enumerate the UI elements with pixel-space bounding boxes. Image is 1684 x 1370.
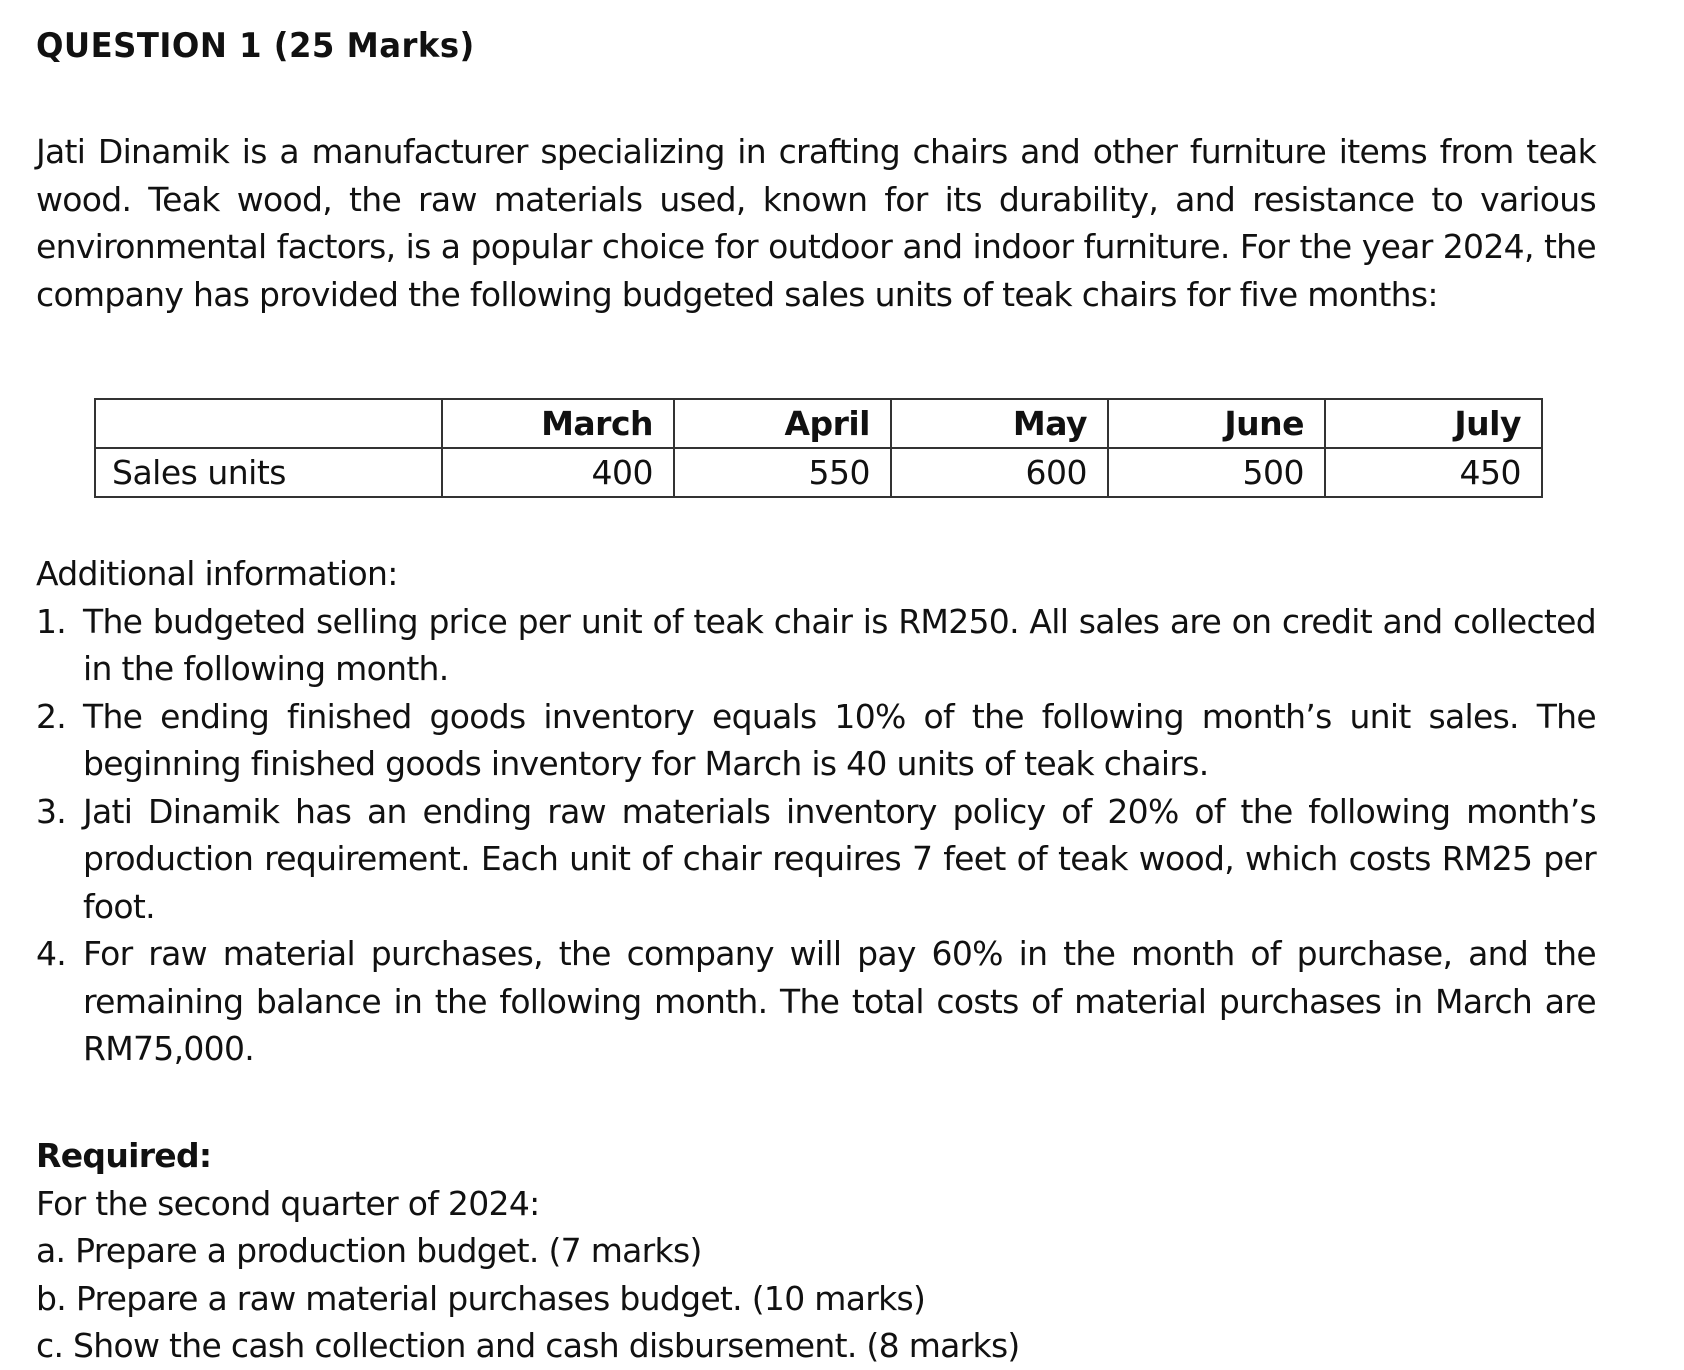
list-item-number: 4. [36,934,67,973]
table-header-row [95,399,1542,448]
list-item-number: 1. [36,601,67,641]
list-item [36,788,1596,931]
header-cell-blank [95,399,442,448]
cell-july-sales: 450 [1325,448,1542,497]
header-cell-may: May [891,399,1108,448]
list-item [36,693,1596,788]
required-part-b: b. Prepare a raw material purchases budget. (10 marks) [36,1278,926,1318]
list-item [36,598,1596,693]
header-cell-july: July [1325,399,1542,448]
list-item-text: The ending finished goods inventory equals 10% of the following month’s unit sales. The beginning finished goods inventory for March is 40 units of teak chairs. [83,696,1596,783]
header-cell-june: June [1108,399,1325,448]
required-section [36,1132,1596,1370]
cell-march-sales: 400 [442,448,674,497]
cell-june-sales: 500 [1108,448,1325,497]
required-title: Required: [36,1136,212,1175]
table-row [95,448,1542,497]
question-intro: Jati Dinamik is a manufacturer specializing in crafting chairs and other furniture items from teak wood. Teak wood, the raw materials used, known for its durability, and resistance to various environmental factors, is a popular choice for outdoor and indoor furniture. For the year 2024, the company has provided the following budgeted sales units of teak chairs for five months: [36,132,1596,314]
cell-may-sales: 600 [891,448,1108,497]
list-item-text: For raw material purchases, the company will pay 60% in the month of purchase, and the remaining balance in the following month. The total costs of material purchases in March are RM75,000. [83,934,1596,1068]
additional-list [36,598,1596,1073]
list-item-number: 3. [36,791,67,831]
list-item [36,930,1596,1073]
required-part-a: a. Prepare a production budget. (7 marks) [36,1231,702,1270]
additional-heading: Additional information: [36,554,398,593]
required-part-c: c. Show the cash collection and cash disbursement. (8 marks) [36,1326,1020,1365]
question-title: QUESTION 1 (25 Marks) [36,26,475,66]
additional-information [36,550,1596,1073]
list-item-text: The budgeted selling price per unit of teak chair is RM250. All sales are on credit and collected in the following month. [83,601,1596,688]
sales-units-table [94,398,1543,498]
header-cell-april: April [674,399,891,448]
document-page [36,18,1596,1365]
header-cell-march: March [442,399,674,448]
list-item-number: 2. [36,696,67,736]
required-intro: For the second quarter of 2024: [36,1183,540,1223]
cell-april-sales: 550 [674,448,891,497]
row-label-sales-units: Sales units [95,448,442,497]
list-item-text: Jati Dinamik has an ending raw materials inventory policy of 20% of the following month’s production requirement. Each unit of chair requires 7 feet of teak wood, which costs RM25 per foot. [83,791,1596,926]
